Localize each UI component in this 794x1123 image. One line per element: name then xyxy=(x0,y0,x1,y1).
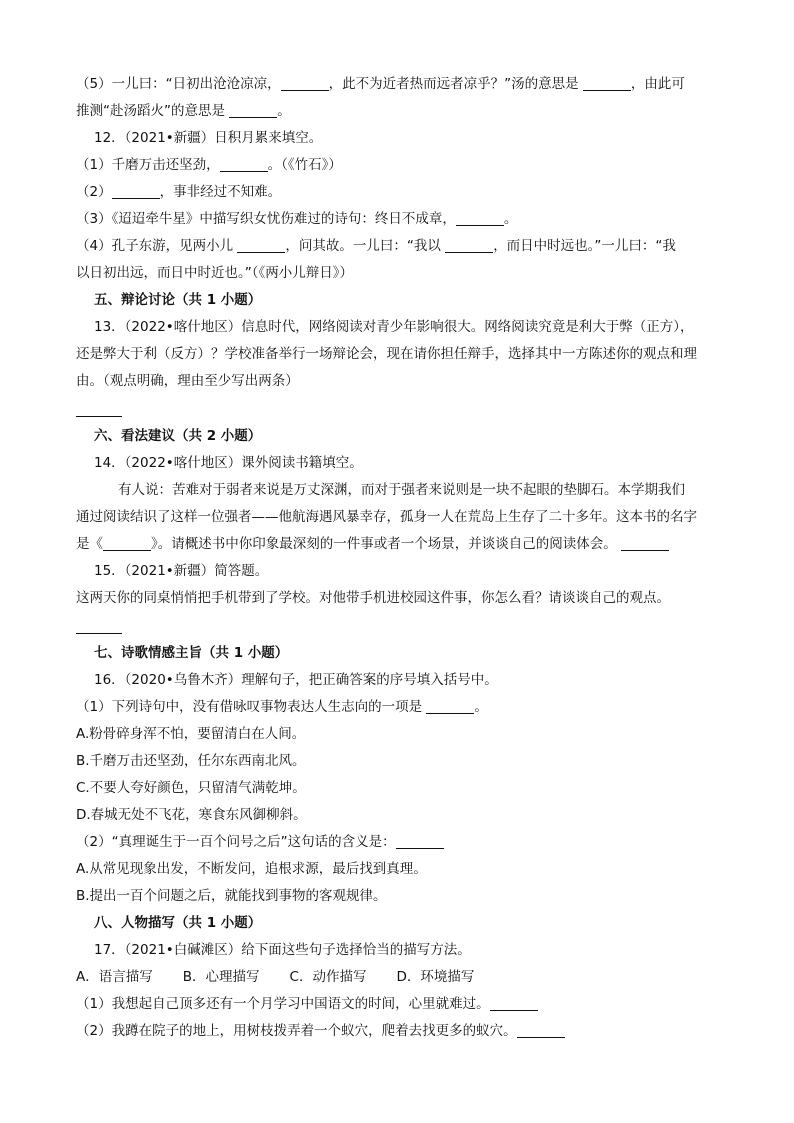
q11-5-line1 xyxy=(76,71,726,98)
text: ，而日中时远也。”一儿曰：“我 xyxy=(493,238,676,254)
text: （1）千磨万击还坚劲， xyxy=(76,157,220,173)
choice-d: D．环境描写 xyxy=(396,969,475,985)
q13-line2: 还是弊大于利（反方）？学校准备举行一场辩论会，现在请你担任辩手，选择其中一方陈述你的观点和理 xyxy=(76,346,697,362)
q12-title: 12．（2021•新疆）日积月累来填空。 xyxy=(94,130,323,146)
section-6-heading: 六、看法建议（共 2 小题） xyxy=(94,428,262,444)
q16-option: C.不要人夸好颜色，只留清气满乾坤。 xyxy=(76,780,306,796)
q12-item-4-line2: 以日初出远，而日中时近也。”（《两小儿辩日》） xyxy=(76,265,353,281)
q13-line3: 由。（观点明确，理由至少写出两条） xyxy=(76,373,299,389)
text: （3）《迢迢牵牛星》中描写织女忧伤难过的诗句：终日不成章， xyxy=(76,211,456,227)
text: 。 xyxy=(277,103,291,119)
q16-option: B.提出一百个问题之后，就能找到事物的客观规律。 xyxy=(76,888,387,904)
text: 。（《竹石》） xyxy=(267,157,342,173)
text: ，事非经过不知难。 xyxy=(159,184,282,200)
choice-a: A．语言描写 xyxy=(76,969,153,985)
q16-part2 xyxy=(76,829,726,856)
q14-line2: 通过阅读结识了这样一位强者——他航海遇风暴幸存，孤身一人在荒岛上生存了二十多年。这本书的名字 xyxy=(76,509,697,525)
answer-blank[interactable] xyxy=(237,237,285,253)
text: 是《 xyxy=(76,536,103,552)
text: （2）我蹲在院子的地上，用树枝拨弄着一个蚁穴，爬着去找更多的蚁穴。 xyxy=(76,1023,517,1039)
text: 推测“赴汤蹈火”的意思是 xyxy=(76,103,230,119)
text: 。 xyxy=(474,699,488,715)
text: （2） xyxy=(76,184,112,200)
answer-blank[interactable] xyxy=(281,75,329,91)
q17-item-1 xyxy=(76,991,726,1018)
q16-title: 16．（2020•乌鲁木齐）理解句子，把正确答案的序号填入括号中。 xyxy=(94,672,498,688)
text: （1）我想起自己顶多还有一个月学习中国语文的时间，心里就难过。 xyxy=(76,996,490,1012)
q12-item-2 xyxy=(76,179,726,206)
q14-line3 xyxy=(76,531,726,558)
answer-blank[interactable] xyxy=(229,102,277,118)
q16-part1 xyxy=(76,694,726,721)
q17-title: 17．（2021•白碱滩区）给下面这些句子选择恰当的描写方法。 xyxy=(94,942,471,958)
q16-option: D.春城无处不飞花，寒食东风御柳斜。 xyxy=(76,807,307,823)
answer-blank[interactable] xyxy=(490,995,538,1011)
text: （1）下列诗句中，没有借咏叹事物表达人生志向的一项是 xyxy=(76,699,427,715)
section-5-heading: 五、辩论讨论（共 1 小题） xyxy=(94,292,262,308)
q14-line1: 有人说：苦难对于弱者来说是万丈深渊，而对于强者来说则是一块不起眼的垫脚石。本学期我们 xyxy=(118,482,685,498)
answer-line[interactable] xyxy=(76,632,122,634)
q12-item-3 xyxy=(76,206,726,233)
answer-blank[interactable] xyxy=(583,75,631,91)
page-content xyxy=(76,71,726,1045)
text: ，问其故。一儿曰：“我以 xyxy=(285,238,446,254)
answer-blank[interactable] xyxy=(396,833,444,849)
q17-item-2 xyxy=(76,1018,726,1045)
q15-title: 15．（2021•新疆）简答题。 xyxy=(94,563,269,579)
section-8-heading: 八、人物描写（共 1 小题） xyxy=(94,915,262,931)
q13-line1: 13．（2022•喀什地区）信息时代，网络阅读对青少年影响很大。网络阅读究竟是利大于弊（正方）， xyxy=(94,319,694,335)
q16-option: A.粉骨碎身浑不怕，要留清白在人间。 xyxy=(76,726,306,742)
answer-blank[interactable] xyxy=(517,1022,565,1038)
text: ，此不为近者热而远者凉乎？”汤的意思是 xyxy=(328,76,583,92)
text: 。 xyxy=(503,211,518,227)
q12-item-4-line1 xyxy=(76,233,726,260)
choice-c: C．动作描写 xyxy=(289,969,367,985)
answer-blank[interactable] xyxy=(112,183,160,199)
q16-option: B.千磨万击还坚劲，任尔东西南北风。 xyxy=(76,753,306,769)
answer-blank[interactable] xyxy=(621,535,669,551)
q17-choices xyxy=(76,964,726,991)
q14-title: 14．（2022•喀什地区）课外阅读书籍填空。 xyxy=(94,455,363,471)
text: 》。请概述书中你印象最深刻的一件事或者一个场景，并谈谈自己的阅读体会。 xyxy=(151,536,622,552)
answer-blank[interactable] xyxy=(426,698,474,714)
text: （5）一儿曰：“日初出沧沧凉凉， xyxy=(76,76,281,92)
text: （4）孔子东游，见两小儿 xyxy=(76,238,238,254)
answer-blank[interactable] xyxy=(445,237,493,253)
text: （2）“真理诞生于一百个问号之后”这句话的含义是： xyxy=(76,834,396,850)
answer-line[interactable] xyxy=(76,415,122,417)
q12-item-1 xyxy=(76,152,726,179)
q11-5-line2 xyxy=(76,98,726,125)
answer-blank[interactable] xyxy=(220,156,268,172)
text: ，由此可 xyxy=(630,76,685,92)
q16-option: A.从常见现象出发，不断发问，追根求源，最后找到真理。 xyxy=(76,861,427,877)
q15-line1: 这两天你的同桌悄悄把手机带到了学校。对他带手机进校园这件事，你怎么看？请谈谈自己的观点。 xyxy=(76,590,670,606)
section-7-heading: 七、诗歌情感主旨（共 1 小题） xyxy=(94,645,289,661)
answer-blank[interactable] xyxy=(456,210,504,226)
answer-blank[interactable] xyxy=(103,535,151,551)
choice-b: B．心理描写 xyxy=(182,969,260,985)
